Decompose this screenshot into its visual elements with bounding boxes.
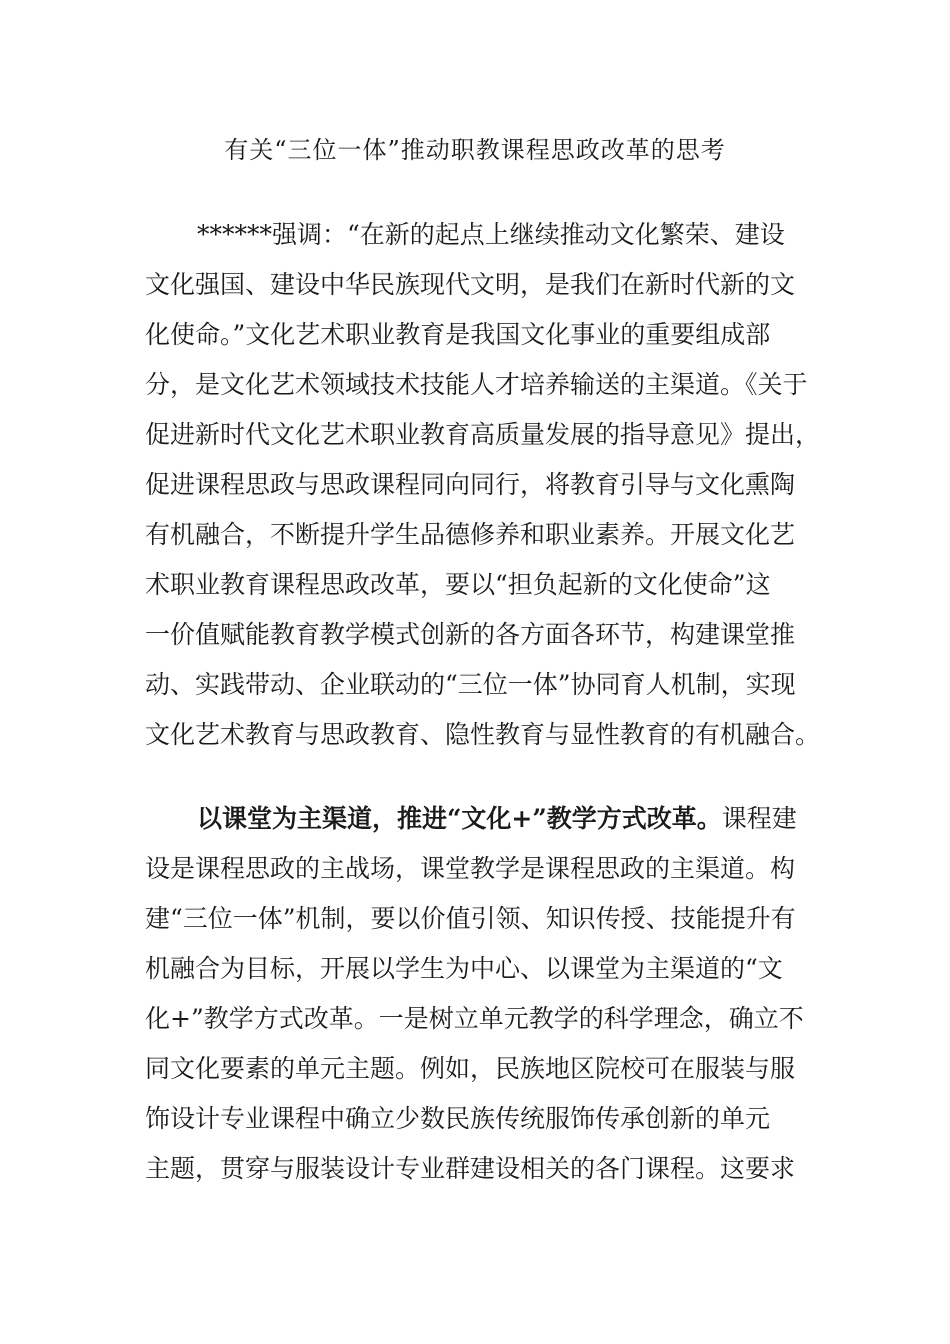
text-line: 化使命。”文化艺术职业教育是我国文化事业的重要组成部 [145, 320, 771, 349]
text-line: 术职业教育课程思政改革，要以“担负起新的文化使命”这 [145, 570, 771, 599]
section-heading: 以课堂为主渠道，推进“文化+”教学方式改革。 [197, 804, 722, 833]
text-line: ******强调：“在新的起点上继续推动文化繁荣、建设 [197, 220, 785, 249]
text-line: 文化强国、建设中华民族现代文明，是我们在新时代新的文 [145, 270, 796, 299]
text-line [197, 804, 797, 834]
text-line: 动、实践带动、企业联动的“三位一体”协同育人机制，实现 [145, 670, 796, 699]
text-line: 促进课程思政与思政课程同向同行，将教育引导与文化熏陶 [145, 470, 796, 499]
text-line: 有机融合，不断提升学生品德修养和职业素养。开展文化艺 [145, 520, 796, 549]
text-line: 主题，贯穿与服装设计专业群建设相关的各门课程。这要求 [145, 1154, 796, 1183]
text-line: 促进新时代文化艺术职业教育高质量发展的指导意见》提出， [145, 420, 821, 449]
text-line: 饰设计专业课程中确立少数民族传统服饰传承创新的单元 [145, 1104, 771, 1133]
text-line: 分，是文化艺术领域技术技能人才培养输送的主渠道。《关于 [145, 370, 808, 399]
text-line: 化+”教学方式改革。一是树立单元教学的科学理念，确立不 [145, 1004, 804, 1033]
text-line: 一价值赋能教育教学模式创新的各方面各环节，构建课堂推 [145, 620, 796, 649]
text-line: 同文化要素的单元主题。例如，民族地区院校可在服装与服 [145, 1054, 796, 1083]
text-line: 建“三位一体”机制，要以价值引领、知识传授、技能提升有 [145, 904, 796, 933]
text-span: 课程建 [721, 804, 797, 833]
text-line: 机融合为目标，开展以学生为中心、以课堂为主渠道的“文 [145, 954, 783, 983]
text-line: 设是课程思政的主战场，课堂教学是课程思政的主渠道。构 [145, 854, 796, 883]
text-line: 文化艺术教育与思政教育、隐性教育与显性教育的有机融合。 [145, 720, 821, 749]
document-title: 有关“三位一体”推动职教课程思政改革的思考 [224, 136, 726, 164]
